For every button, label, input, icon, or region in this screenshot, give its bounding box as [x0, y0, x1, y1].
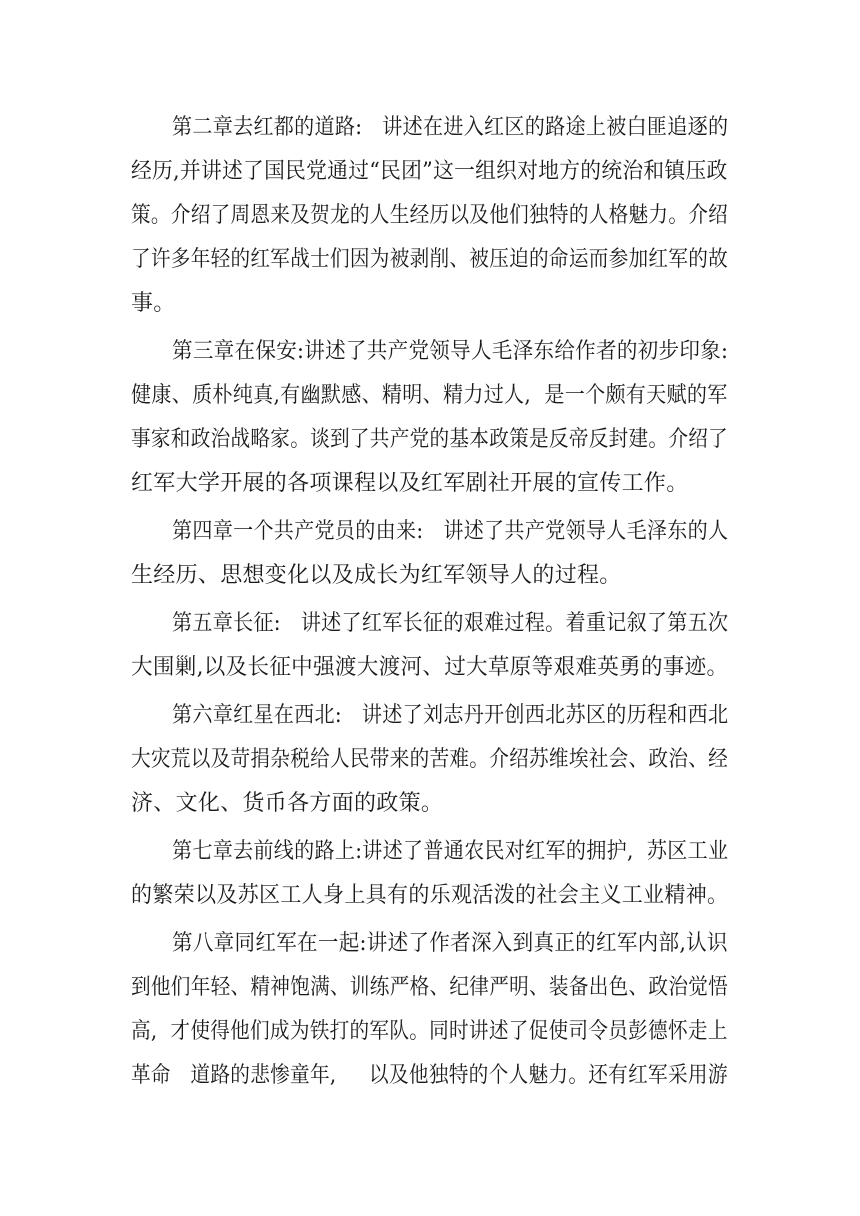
text-line: 革命 道路的悲惨童年, 以及他独特的个人魅力。还有红军采用游: [131, 1063, 728, 1088]
text-line: 经历,并讲述了国民党通过“民团”这一组织对地方的统治和镇压政: [131, 159, 728, 184]
text-line: 的繁荣以及苏区工人身上具有的乐观活泼的社会主义工业精神。: [131, 883, 729, 908]
text-line: 红军大学开展的各项课程以及红军剧社开展的宣传工作。: [131, 471, 689, 496]
text-line: 济、文化、货币各方面的政策。: [131, 791, 444, 816]
text-line: 大灾荒以及苛捐杂税给人民带来的苦难。介绍苏维埃社会、政治、经: [131, 747, 729, 772]
text-line: 第六章红星在西北: 讲述了刘志丹开创西北苏区的历程和西北: [172, 703, 729, 728]
text-line: 策。介绍了周恩来及贺龙的人生经历以及他们独特的人格魅力。介绍: [131, 203, 729, 228]
text-line: 了许多年轻的红军战士们因为被剥削、被压迫的命运而参加红军的故: [131, 247, 729, 272]
text-line: 第七章去前线的路上:讲述了普通农民对红军的拥护, 苏区工业: [172, 839, 729, 864]
text-line: 事家和政治战略家。谈到了共产党的基本政策是反帝反封建。介绍了: [131, 427, 729, 452]
text-line: 第二章去红都的道路: 讲述在进入红区的路途上被白匪追逐的: [172, 115, 729, 140]
text-line: 事。: [131, 291, 176, 316]
text-line: 到他们年轻、精神饱满、训练严格、纪律严明、装备出色、政治觉悟: [131, 975, 729, 1000]
text-line: 生经历、思想变化以及成长为红军领导人的过程。: [131, 563, 622, 588]
text-line: 第八章同红军在一起:讲述了作者深入到真正的红军内部,认识: [172, 931, 728, 956]
text-line: 第五章长征: 讲述了红军长征的艰难过程。着重记叙了第五次: [172, 611, 729, 636]
text-line: 第四章一个共产党员的由来: 讲述了共产党领导人毛泽东的人: [172, 519, 729, 544]
text-line: 大围剿,以及长征中强渡大渡河、过大草原等艰难英勇的事迹。: [131, 655, 729, 680]
text-line: 健康、质朴纯真,有幽默感、精明、精力过人, 是一个颇有天赋的军: [131, 383, 728, 408]
text-line: 第三章在保安:讲述了共产党领导人毛泽东给作者的初步印象:: [172, 339, 729, 364]
text-line: 高, 才使得他们成为铁打的军队。同时讲述了促使司令员彭德怀走上: [131, 1019, 728, 1044]
